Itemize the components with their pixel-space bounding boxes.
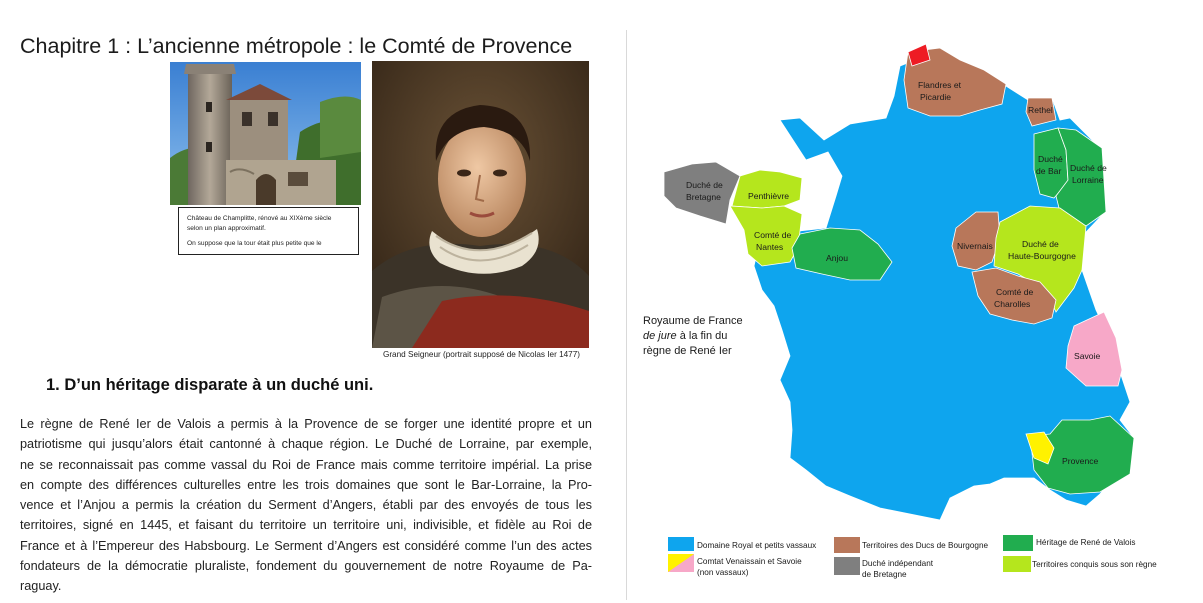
label-lorraine: Lorraine — [1072, 175, 1104, 185]
legend-swatch-bretagne — [834, 557, 860, 575]
label-haute-bourgogne: Duché de — [1022, 239, 1059, 249]
label-bar: de Bar — [1036, 166, 1062, 176]
paragraph-line: fondateurs de la démocratie pluraliste, fondement du gouvernement de notre Royaume de Pa- — [20, 559, 592, 574]
label-penthievre: Penthièvre — [748, 191, 790, 201]
legend-bretagne: de Bretagne — [862, 570, 907, 579]
paragraph-line: en compte des différences culturelles entre les trois domaines que sont le Bar-Lorraine, la Pro- — [20, 477, 592, 492]
map-caption-line: règne de René Ier — [643, 345, 732, 357]
legend-bourgogne: Territoires des Ducs de Bourgogne — [862, 541, 989, 550]
label-nantes: Comté de — [754, 230, 792, 240]
castle-photo — [170, 62, 361, 205]
legend-swatch-bourgogne — [834, 537, 860, 553]
paragraph-line: ne se reconnaissait pas comme vassal du Roi de France mais comme territoire impérial. La prise — [20, 457, 592, 472]
portrait-illustration — [372, 61, 589, 348]
page-divider — [626, 30, 627, 600]
castle-illustration — [170, 62, 361, 205]
paragraph-line: Le règne de René Ier de Valois a permis à la Provence de se forger une identité propre et un — [20, 417, 592, 431]
legend-rene: Héritage de René de Valois — [1036, 538, 1136, 547]
map-caption-line — [643, 330, 727, 342]
portrait-caption: Grand Seigneur (portrait supposé de Nicolas Ier 1477) — [382, 350, 581, 359]
section-heading: 1. D’un héritage disparate à un duché uni. — [46, 376, 374, 394]
legend-swatch-domaine-royal — [668, 537, 694, 551]
legend-bretagne: Duché indépendant — [862, 559, 934, 568]
body-paragraph — [20, 414, 592, 597]
paragraph-line: raguay. — [20, 579, 62, 594]
label-charolles: Comté de — [996, 287, 1034, 297]
label-bar: Duché — [1038, 154, 1063, 164]
paragraph-line: patriotisme qui jusqu’alors était cantonné à chaque région. Le Duché de Lorraine, par exemple, — [20, 437, 592, 452]
castle-caption-box — [178, 207, 359, 255]
label-lorraine: Duché de — [1070, 163, 1107, 173]
region-penthievre — [732, 170, 802, 208]
legend-comtat: (non vassaux) — [697, 568, 749, 577]
castle-caption-line: On suppose que la tour était plus petite que le — [187, 240, 322, 247]
page-title: Chapitre 1 : L’ancienne métropole : le Comté de Provence — [20, 34, 573, 58]
label-charolles: Charolles — [994, 299, 1031, 309]
paragraph-line: territoires, signé en 1445, et faisant du territoire un territoire uni, indivisible, et fidèle au Roi de — [20, 518, 592, 533]
label-flandres: Flandres et — [918, 80, 961, 90]
label-flandres: Picardie — [920, 92, 952, 102]
label-haute-bourgogne: Haute-Bourgogne — [1008, 251, 1076, 261]
label-bretagne: Bretagne — [686, 192, 721, 202]
castle-caption-line: selon un plan approximatif. — [187, 224, 266, 232]
label-provence: Provence — [1062, 456, 1099, 466]
map-caption-italic: de jure — [643, 330, 677, 342]
map-caption-rest: à la fin du — [676, 330, 728, 342]
legend-domaine-royal: Domaine Royal et petits vassaux — [697, 541, 817, 550]
paragraph-line: vence et l’Anjou a permis la création du Serment d’Angers, établi par des envoyés de tous les — [20, 498, 592, 513]
castle-caption-line: Château de Champlitte, rénové au XIXème siècle — [187, 215, 332, 222]
map-caption-line: Royaume de France — [643, 315, 743, 327]
label-bretagne: Duché de — [686, 180, 723, 190]
portrait-photo — [372, 61, 589, 348]
label-anjou: Anjou — [826, 253, 848, 263]
label-nantes: Nantes — [756, 242, 784, 252]
map-legend — [668, 535, 1157, 579]
france-map — [636, 30, 1201, 603]
legend-swatch-rene — [1003, 535, 1033, 551]
paragraph-line: France et à l’Empereur des Habsbourg. Le Serment d’Angers est considéré comme l’un des actes — [20, 538, 592, 553]
legend-comtat: Comtat Venaissain et Savoie — [697, 557, 802, 566]
label-savoie: Savoie — [1074, 351, 1101, 361]
legend-conquis: Territoires conquis sous son règne — [1032, 560, 1157, 569]
legend-swatch-conquis — [1003, 556, 1031, 572]
label-rethel: Rethel — [1028, 105, 1053, 115]
label-nivernais: Nivernais — [957, 241, 993, 251]
